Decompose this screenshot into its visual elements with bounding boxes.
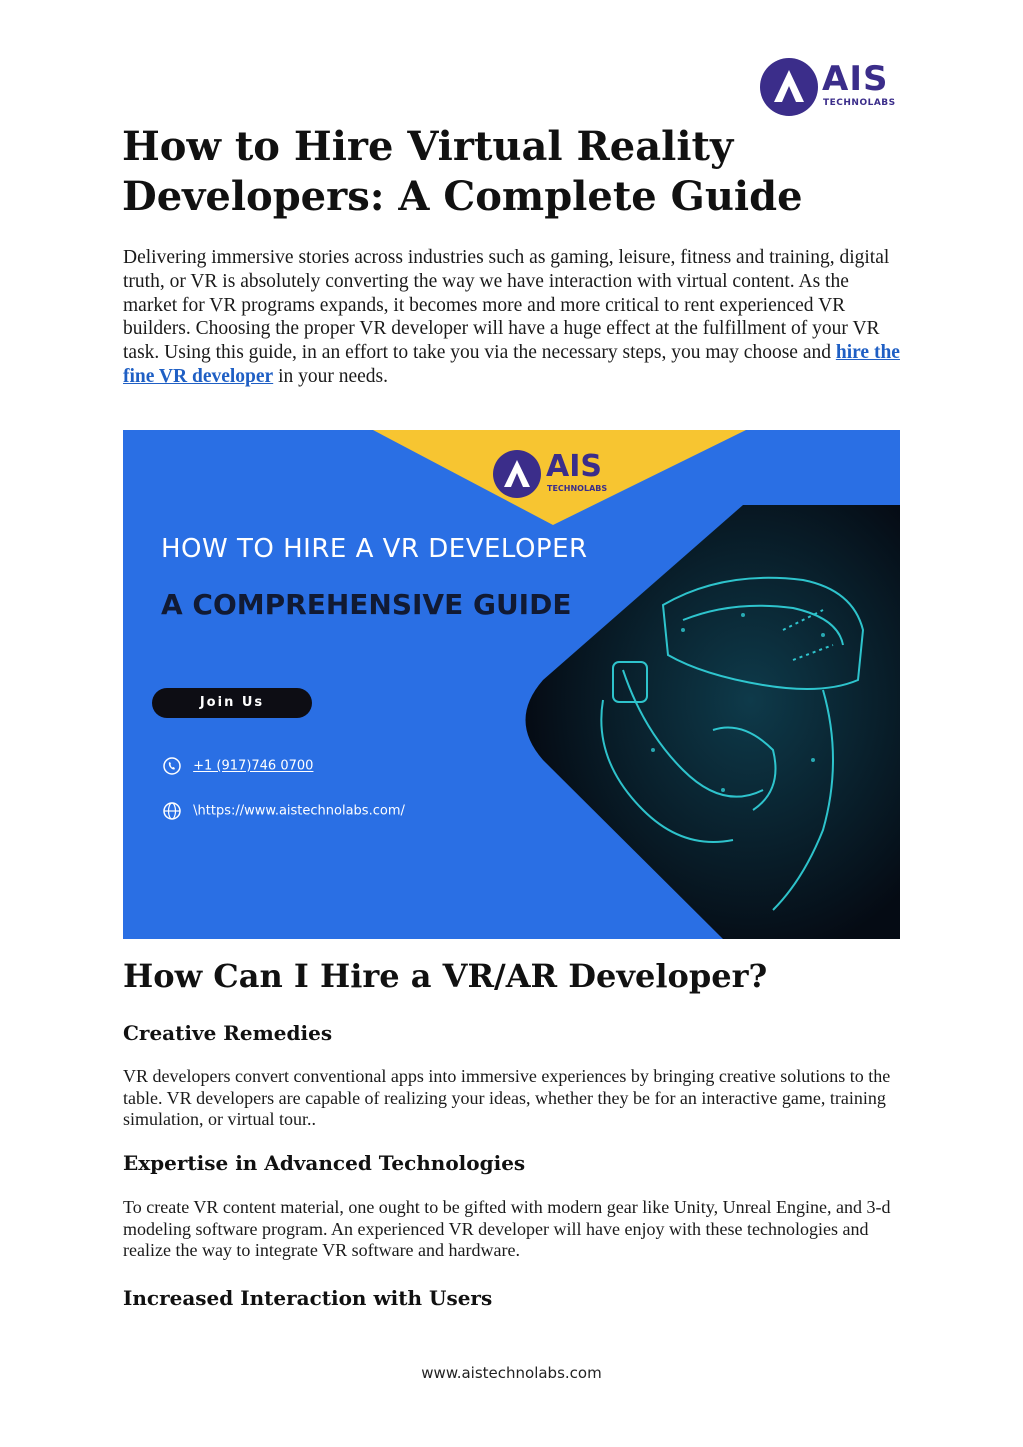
intro-text: Delivering immersive stories across industries such as gaming, leisure, fitness and training, digital truth, or VR is absolutely converting the way we have interaction with virtual content. As the market for VR programs expands, it becomes more and more critical to rent experienced VR builders. Choosing the proper VR developer will have a huge effect at the fulfillment of your VR task. Using this guide, in an effort to take you via the necessary steps, you may choose and [123, 247, 890, 364]
banner-image [123, 430, 900, 939]
user-interaction-heading: Increased Interaction with Users [123, 1286, 493, 1310]
logo-subtitle: TECHNOLABS [823, 98, 896, 108]
expertise-heading: Expertise in Advanced Technologies [123, 1151, 526, 1175]
page-title: How to Hire Virtual Reality Developers: A Complete Guide [122, 123, 803, 220]
banner-logo-brand: AIS [546, 449, 602, 484]
globe-icon [163, 802, 189, 820]
banner-guide-title: A COMPREHENSIVE GUIDE [161, 588, 572, 621]
creative-remedies-heading: Creative Remedies [123, 1021, 333, 1045]
banner-phone-row [163, 757, 313, 775]
hire-vr-developer-link[interactable]: hire the fine VR developer [123, 342, 900, 387]
intro-text-end: in your needs. [273, 365, 389, 387]
footer-website: www.aistechnolabs.com [421, 1364, 602, 1382]
brand-logo [760, 58, 905, 120]
banner-headline: HOW TO HIRE A VR DEVELOPER [161, 534, 588, 564]
logo-mark-icon [760, 58, 818, 116]
creative-remedies-text: VR developers convert conventional apps into immersive experiences by bringing creative solutions to the table. VR developers are capable of realizing your ideas, whether they be for an interactive game, training simulation, or virtual tour.. [123, 1066, 891, 1129]
section-heading: How Can I Hire a VR/AR Developer? [123, 957, 768, 995]
join-us-button[interactable]: Join Us [152, 688, 312, 718]
banner-logo-subtitle: TECHNOLABS [547, 484, 608, 493]
logo-brand: AIS [822, 59, 889, 99]
banner-website[interactable]: \https://www.aistechnolabs.com/ [193, 803, 405, 819]
banner-logo [493, 450, 663, 505]
phone-icon [163, 757, 189, 775]
expertise-text: To create VR content material, one ought to be gifted with modern gear like Unity, Unreal Engine, and 3-d modeling software program. An experienced VR developer will have enjoy with these technologies and realize the way to integrate VR software and hardware. [123, 1197, 891, 1260]
yellow-triangle-shape [123, 430, 900, 939]
banner-phone[interactable]: +1 (917)746 0700 [193, 758, 314, 774]
banner-website-row [163, 802, 405, 820]
intro-paragraph [123, 246, 903, 389]
banner-logo-mark-icon [493, 450, 541, 498]
